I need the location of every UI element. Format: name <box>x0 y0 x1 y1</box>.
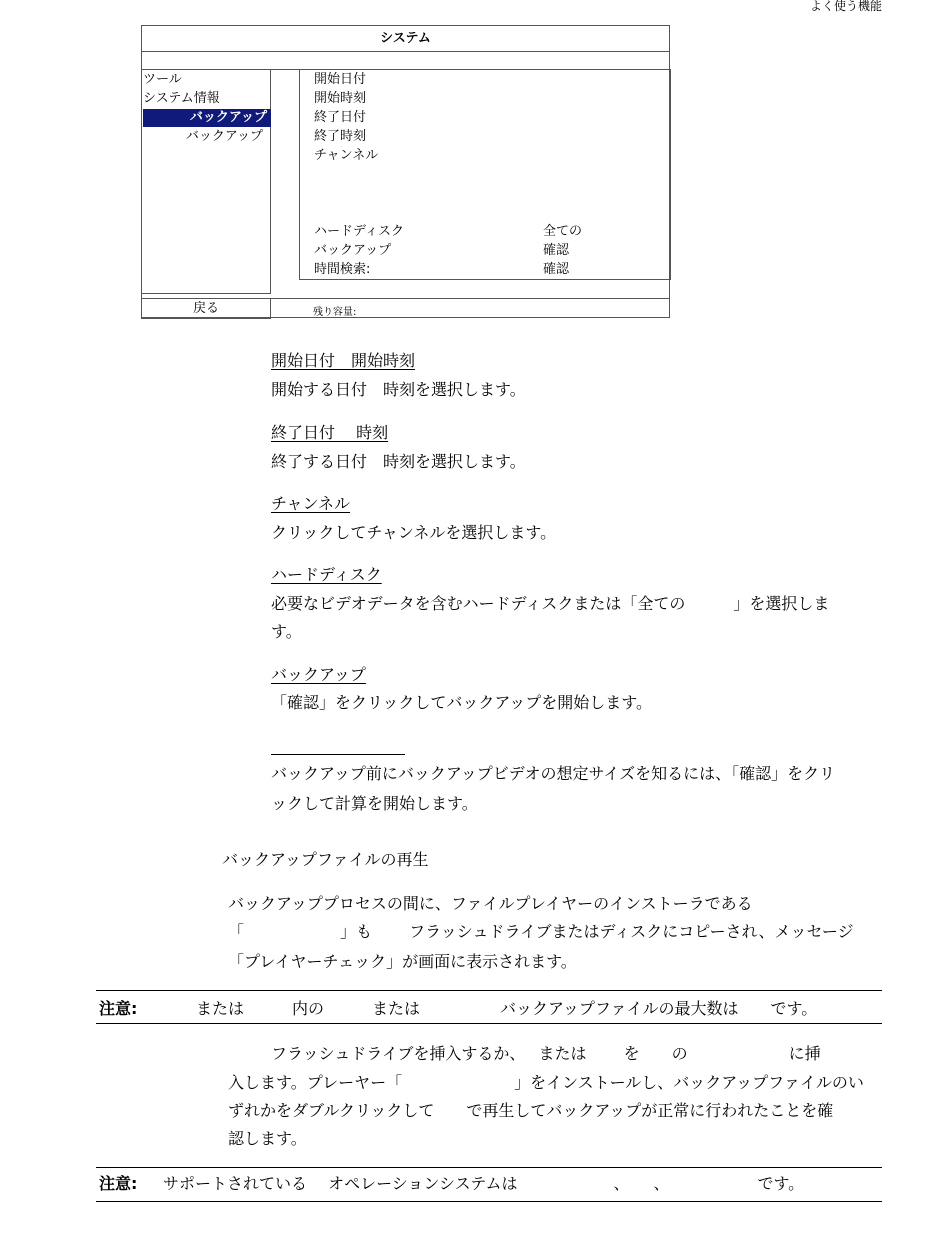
menu-title: システム <box>142 26 669 52</box>
menu-row-time-search-value[interactable]: 確認 <box>543 262 570 277</box>
text-end-date-time: 終了する日付 時刻を選択します。 <box>271 452 526 471</box>
tip-divider <box>271 754 405 755</box>
tip-line2: ックして計算を開始します。 <box>271 794 478 813</box>
heading-end-date-time: 終了日付 時刻 <box>271 423 389 442</box>
note2-text: サポートされている オペレーションシステムは 、 、 です。 <box>163 1174 805 1193</box>
heading-hard-disk: ハードディスク <box>271 565 382 584</box>
instructions-line2: 入します。プレーヤー「 」をインストールし、バックアップファイルのい <box>228 1073 864 1092</box>
menu-option-end-time[interactable]: 終了時刻 <box>314 129 367 144</box>
playback-line1: バックアッププロセスの間に、ファイルプレイヤーのインストーラである <box>228 894 753 913</box>
note1-bottom-rule <box>96 1023 882 1024</box>
playback-line3: 「プレイヤーチェック」が画面に表示されます。 <box>228 952 577 971</box>
menu-back-button[interactable]: 戻る <box>141 298 271 319</box>
heading-start-date-time: 開始日付 開始時刻 <box>271 351 416 370</box>
note2-bottom-rule <box>96 1201 882 1202</box>
menu-row-backup-label: バックアップ <box>314 243 392 258</box>
text-hard-disk-line2: す。 <box>271 622 302 641</box>
system-menu-panel <box>141 25 670 318</box>
playback-line2: 「 」も フラッシュドライブまたはディスクにコピーされ、メッセージ <box>228 922 854 941</box>
instructions-line1: フラッシュドライブを挿入するか、 または を の に挿 <box>271 1044 821 1063</box>
tip-line1: バックアップ前にバックアップビデオの想定サイズを知るには、「確認」をクリ <box>271 764 836 783</box>
remaining-capacity-label: 残り容量: <box>313 307 357 318</box>
page-header-title: よく使う機能 <box>809 0 882 13</box>
playback-title: バックアップファイルの再生 <box>222 850 429 869</box>
text-backup: 「確認」をクリックしてバックアップを開始します。 <box>271 693 652 712</box>
note2-label: 注意: <box>99 1174 138 1193</box>
menu-option-start-time[interactable]: 開始時刻 <box>314 91 367 106</box>
note2-top-rule <box>96 1167 882 1168</box>
menu-item-tools[interactable]: ツール <box>143 72 182 87</box>
menu-row-hdd-label: ハードディスク <box>314 224 404 239</box>
heading-backup: バックアップ <box>271 665 366 684</box>
menu-item-backup-selected[interactable]: バックアップ <box>143 109 271 127</box>
menu-option-channel[interactable]: チャンネル <box>314 148 379 163</box>
menu-item-backup[interactable]: バックアップ <box>185 129 263 144</box>
menu-option-start-date[interactable]: 開始日付 <box>314 72 367 87</box>
note1-top-rule <box>96 990 882 991</box>
instructions-line3: ずれかをダブルクリックして で再生してバックアップが正常に行われたことを確 <box>228 1101 834 1120</box>
text-hard-disk-line1: 必要なビデオデータを含むハードディスクまたは「全ての 」を選択しま <box>271 594 830 613</box>
menu-row-time-search-label: 時間検索: <box>314 262 371 277</box>
menu-row-hdd-value[interactable]: 全ての <box>543 224 583 239</box>
instructions-line4: 認します。 <box>228 1129 307 1148</box>
note1-label: 注意: <box>99 999 138 1018</box>
menu-option-end-date[interactable]: 終了日付 <box>314 110 367 125</box>
note1-text: または 内の または バックアップファイルの最大数は です。 <box>196 999 818 1018</box>
text-start-date-time: 開始する日付 時刻を選択します。 <box>271 380 526 399</box>
heading-channel: チャンネル <box>271 494 351 513</box>
menu-band <box>142 51 669 70</box>
menu-item-system-info[interactable]: システム情報 <box>143 91 220 106</box>
menu-row-backup-value[interactable]: 確認 <box>543 243 570 258</box>
text-channel: クリックしてチャンネルを選択します。 <box>271 523 557 542</box>
